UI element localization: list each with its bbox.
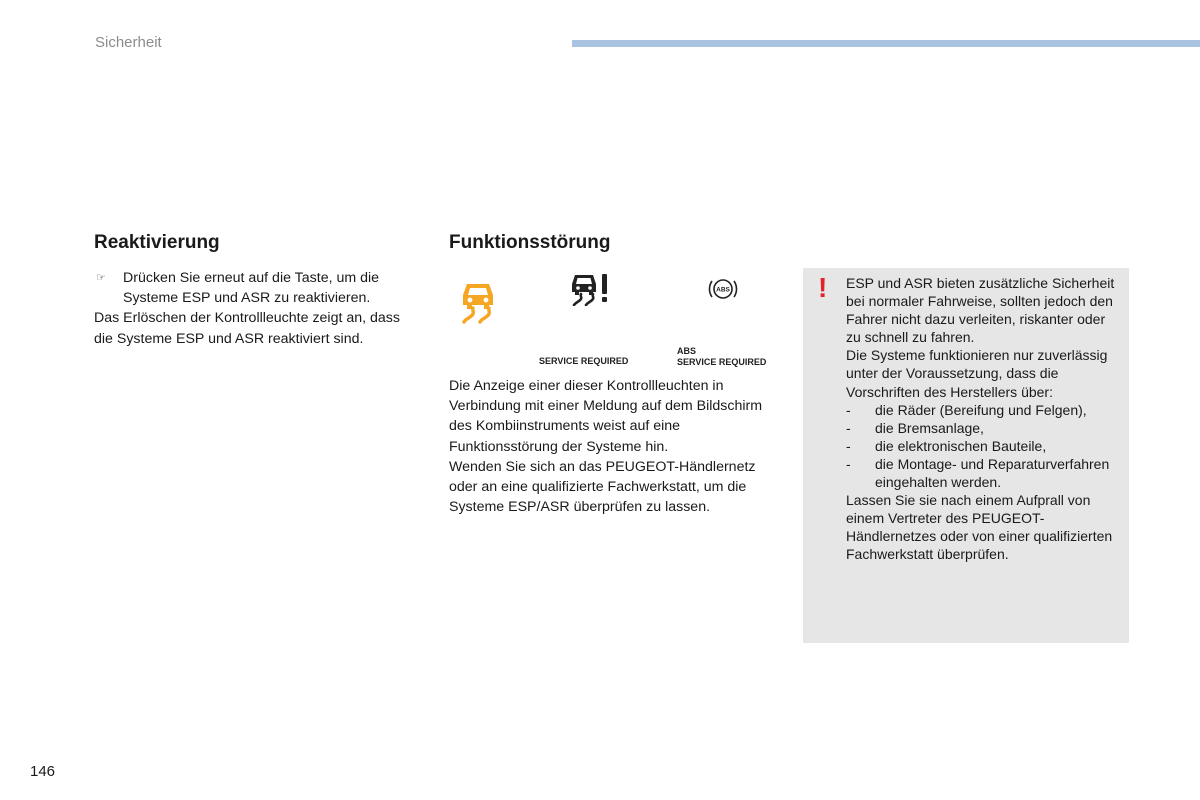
header-accent-bar <box>572 40 1200 47</box>
warning-intro: ESP und ASR bieten zusätzliche Sicherheit bei normaler Fahrweise, sollten jedoch den Fahrer nicht dazu verleiten, riskanter oder zu schnell zu fahren. <box>846 275 1115 346</box>
warning-list-item: - die Bremsanlage, <box>846 419 984 436</box>
malfunction-section <box>449 232 779 517</box>
warning-list-item: - die Räder (Bereifung und Felgen), <box>846 401 1087 418</box>
warning-box <box>803 268 1129 643</box>
warning-list-item-text: die Montage- und Reparaturverfahren eingehalten werden. <box>875 455 1110 491</box>
reactivation-section <box>94 232 414 349</box>
malfunction-paragraph-2: Wenden Sie sich an das PEUGEOT-Händlernetz oder an eine qualifizierte Fachwerkstatt, um die Systeme ESP/ASR überprüfen zu lassen. <box>449 458 756 516</box>
abs-badge-text: ABS <box>716 286 730 294</box>
warning-list-item-text: die Bremsanlage, <box>875 419 984 436</box>
reactivation-bullet <box>94 268 414 308</box>
abs-caption-line1: ABS <box>677 346 697 356</box>
reactivation-paragraph: Das Erlöschen der Kontrollleuchte zeigt an, dass die Systeme ESP und ASR reaktiviert sind. <box>94 310 400 347</box>
malfunction-title: Funktionsstörung <box>449 232 611 253</box>
malfunction-paragraph: Die Anzeige einer dieser Kontrollleuchten in Verbindung mit einer Meldung auf dem Bildschirm des Kombiinstruments weist auf eine Funktionsstörung der Systeme hin. <box>449 378 763 455</box>
reactivation-title: Reaktivierung <box>94 232 220 253</box>
warning-list-item: - die Montage- und Reparaturverfahren eingehalten werden. <box>846 455 1110 491</box>
warning-lamps <box>449 272 779 367</box>
warning-exclamation-icon: ! <box>818 272 828 303</box>
warning-condition: Die Systeme funktionieren nur zuverlässig unter der Voraussetzung, dass die Vorschriften des Herstellers über: <box>846 347 1108 400</box>
esp-service-icon <box>569 272 613 306</box>
pointing-hand-icon: ☞ <box>96 272 106 284</box>
warning-list-item-text: die Räder (Bereifung und Felgen), <box>875 401 1087 418</box>
reactivation-bullet-text: Drücken Sie erneut auf die Taste, um die Systeme ESP und ASR zu reaktivieren. <box>123 270 380 307</box>
abs-service-icon <box>707 275 739 303</box>
esp-skid-icon <box>458 280 498 324</box>
page-number: 146 <box>30 763 56 780</box>
warning-list-item: - die elektronischen Bauteile, <box>846 437 1047 454</box>
warning-list-item-text: die elektronischen Bauteile, <box>875 437 1047 454</box>
abs-caption-line2: SERVICE REQUIRED <box>677 357 767 367</box>
esp-service-caption: SERVICE REQUIRED <box>539 356 629 366</box>
warning-outro: Lassen Sie sie nach einem Aufprall von einem Vertreter des PEUGEOT-Händlernetzes oder von einer qualifizierten Fachwerkstatt überprüfen. <box>846 492 1113 563</box>
section-label: Sicherheit <box>95 34 162 51</box>
